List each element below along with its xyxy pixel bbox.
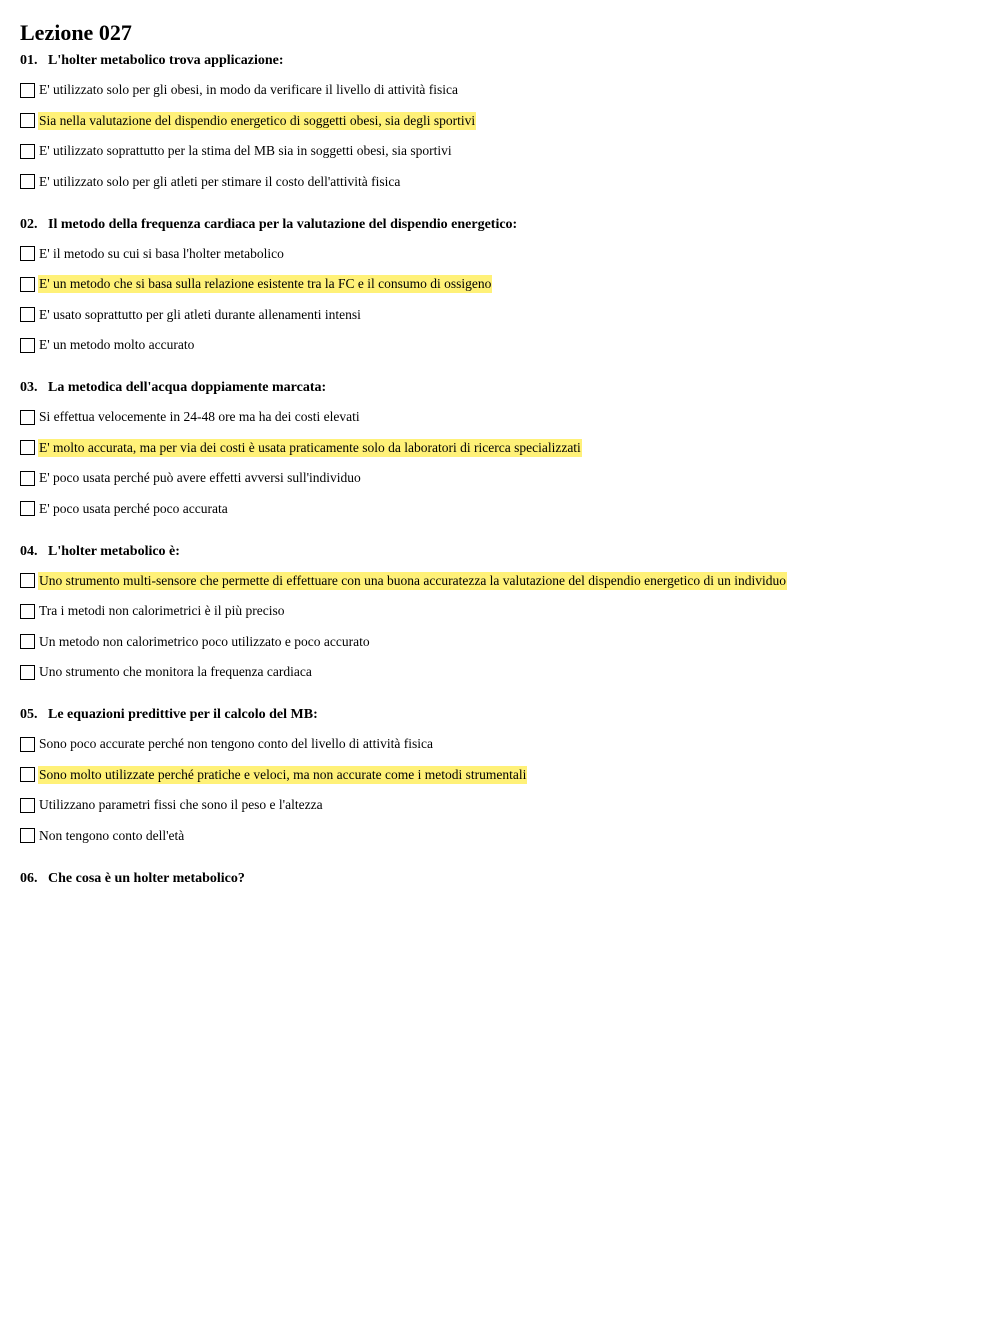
answer-option[interactable]	[20, 734, 980, 754]
answer-text: E' poco usata perché poco accurata	[39, 500, 228, 516]
question-number: 04.	[20, 543, 38, 559]
checkbox[interactable]	[20, 501, 35, 516]
answer-option[interactable]	[20, 662, 980, 682]
answer-text: Tra i metodi non calorimetrici è il più preciso	[39, 603, 285, 618]
checkbox[interactable]	[20, 307, 35, 322]
answer-list	[20, 734, 980, 846]
answer-option[interactable]	[20, 172, 980, 192]
question-text: Che cosa è un holter metabolico?	[48, 870, 245, 886]
checkbox[interactable]	[20, 798, 35, 813]
answer-text: E' un metodo che si basa sulla relazione esistente tra la FC e il consumo di ossigeno	[39, 276, 492, 291]
answer-option[interactable]	[20, 244, 980, 264]
checkbox[interactable]	[20, 634, 35, 649]
answer-option[interactable]	[20, 499, 980, 519]
checkbox[interactable]	[20, 604, 35, 619]
checkbox[interactable]	[20, 440, 35, 455]
answer-text: Sono molto utilizzate perché pratiche e veloci, ma non accurate come i metodi strumentali	[39, 766, 527, 782]
answer-text: E' utilizzato solo per gli obesi, in modo da verificare il livello di attività fisica	[39, 82, 458, 97]
answer-text: Un metodo non calorimetrico poco utilizzato e poco accurato	[39, 633, 370, 649]
answer-list	[20, 244, 980, 356]
checkbox[interactable]	[20, 767, 35, 782]
question-number: 03.	[20, 380, 38, 395]
checkbox[interactable]	[20, 338, 35, 353]
page-title: Lezione 027	[20, 20, 132, 45]
answer-option[interactable]	[20, 632, 980, 652]
question-header	[20, 870, 980, 888]
answer-text: E' poco usata perché può avere effetti avversi sull'individuo	[39, 470, 361, 485]
answer-text: Uno strumento che monitora la frequenza cardiaca	[39, 664, 312, 679]
answer-text: E' utilizzato solo per gli atleti per stimare il costo dell'attività fisica	[39, 173, 401, 189]
answer-list	[20, 571, 980, 683]
question-number: 05.	[20, 707, 38, 722]
question-text: Le equazioni predittive per il calcolo del MB:	[48, 707, 318, 722]
question-01	[20, 52, 980, 192]
question-header	[20, 52, 980, 70]
question-text: L'holter metabolico trova applicazione:	[48, 53, 284, 68]
question-text: Il metodo della frequenza cardiaca per la valutazione del dispendio energetico:	[48, 216, 518, 232]
checkbox[interactable]	[20, 277, 35, 292]
checkbox[interactable]	[20, 174, 35, 189]
answer-text: Sono poco accurate perché non tengono conto del livello di attività fisica	[39, 736, 433, 751]
answer-list	[20, 407, 980, 519]
answer-text: E' utilizzato soprattutto per la stima del MB sia in soggetti obesi, sia sportivi	[39, 143, 452, 158]
answer-option[interactable]	[20, 305, 980, 325]
question-text: La metodica dell'acqua doppiamente marcata:	[48, 380, 327, 395]
answer-option[interactable]	[20, 80, 980, 100]
answer-option[interactable]	[20, 407, 980, 427]
checkbox[interactable]	[20, 665, 35, 680]
question-text: L'holter metabolico è:	[48, 543, 180, 559]
answer-option[interactable]	[20, 601, 980, 621]
question-number: 02.	[20, 216, 38, 232]
question-header	[20, 379, 980, 397]
question-number: 01.	[20, 53, 38, 68]
answer-list	[20, 80, 980, 192]
answer-option-highlighted[interactable]	[20, 765, 980, 785]
checkbox[interactable]	[20, 113, 35, 128]
answer-option-highlighted[interactable]	[20, 571, 980, 591]
checkbox[interactable]	[20, 410, 35, 425]
question-02	[20, 216, 980, 356]
answer-text: Si effettua velocemente in 24-48 ore ma ha dei costi elevati	[39, 409, 360, 424]
question-header	[20, 543, 980, 561]
question-05	[20, 706, 980, 846]
answer-text: E' usato soprattutto per gli atleti durante allenamenti intensi	[39, 306, 361, 322]
question-number: 06.	[20, 870, 38, 886]
answer-option[interactable]	[20, 826, 980, 846]
answer-option[interactable]	[20, 468, 980, 488]
checkbox[interactable]	[20, 573, 35, 588]
checkbox[interactable]	[20, 471, 35, 486]
answer-text: Sia nella valutazione del dispendio energetico di soggetti obesi, sia degli sportivi	[39, 112, 476, 128]
answer-option-highlighted[interactable]	[20, 438, 980, 458]
answer-option-highlighted[interactable]	[20, 274, 980, 294]
answer-text: E' il metodo su cui si basa l'holter metabolico	[39, 245, 284, 261]
checkbox[interactable]	[20, 144, 35, 159]
checkbox[interactable]	[20, 83, 35, 98]
checkbox[interactable]	[20, 737, 35, 752]
question-03	[20, 379, 980, 519]
question-header	[20, 706, 980, 724]
answer-text: Utilizzano parametri fissi che sono il peso e l'altezza	[39, 797, 323, 812]
question-04	[20, 543, 980, 683]
answer-text: Uno strumento multi-sensore che permette di effettuare con una buona accuratezza la valutazione del dispendio energetico di un individuo	[39, 572, 786, 588]
question-header	[20, 216, 980, 234]
answer-text: E' molto accurata, ma per via dei costi è usata praticamente solo da laboratori di ricerca specializzati	[39, 439, 581, 455]
answer-option[interactable]	[20, 795, 980, 815]
answer-text: E' un metodo molto accurato	[39, 337, 195, 352]
question-06	[20, 870, 980, 888]
answer-option-highlighted[interactable]	[20, 111, 980, 131]
checkbox[interactable]	[20, 246, 35, 261]
answer-text: Non tengono conto dell'età	[39, 827, 185, 843]
answer-option[interactable]	[20, 335, 980, 355]
answer-option[interactable]	[20, 141, 980, 161]
checkbox[interactable]	[20, 828, 35, 843]
